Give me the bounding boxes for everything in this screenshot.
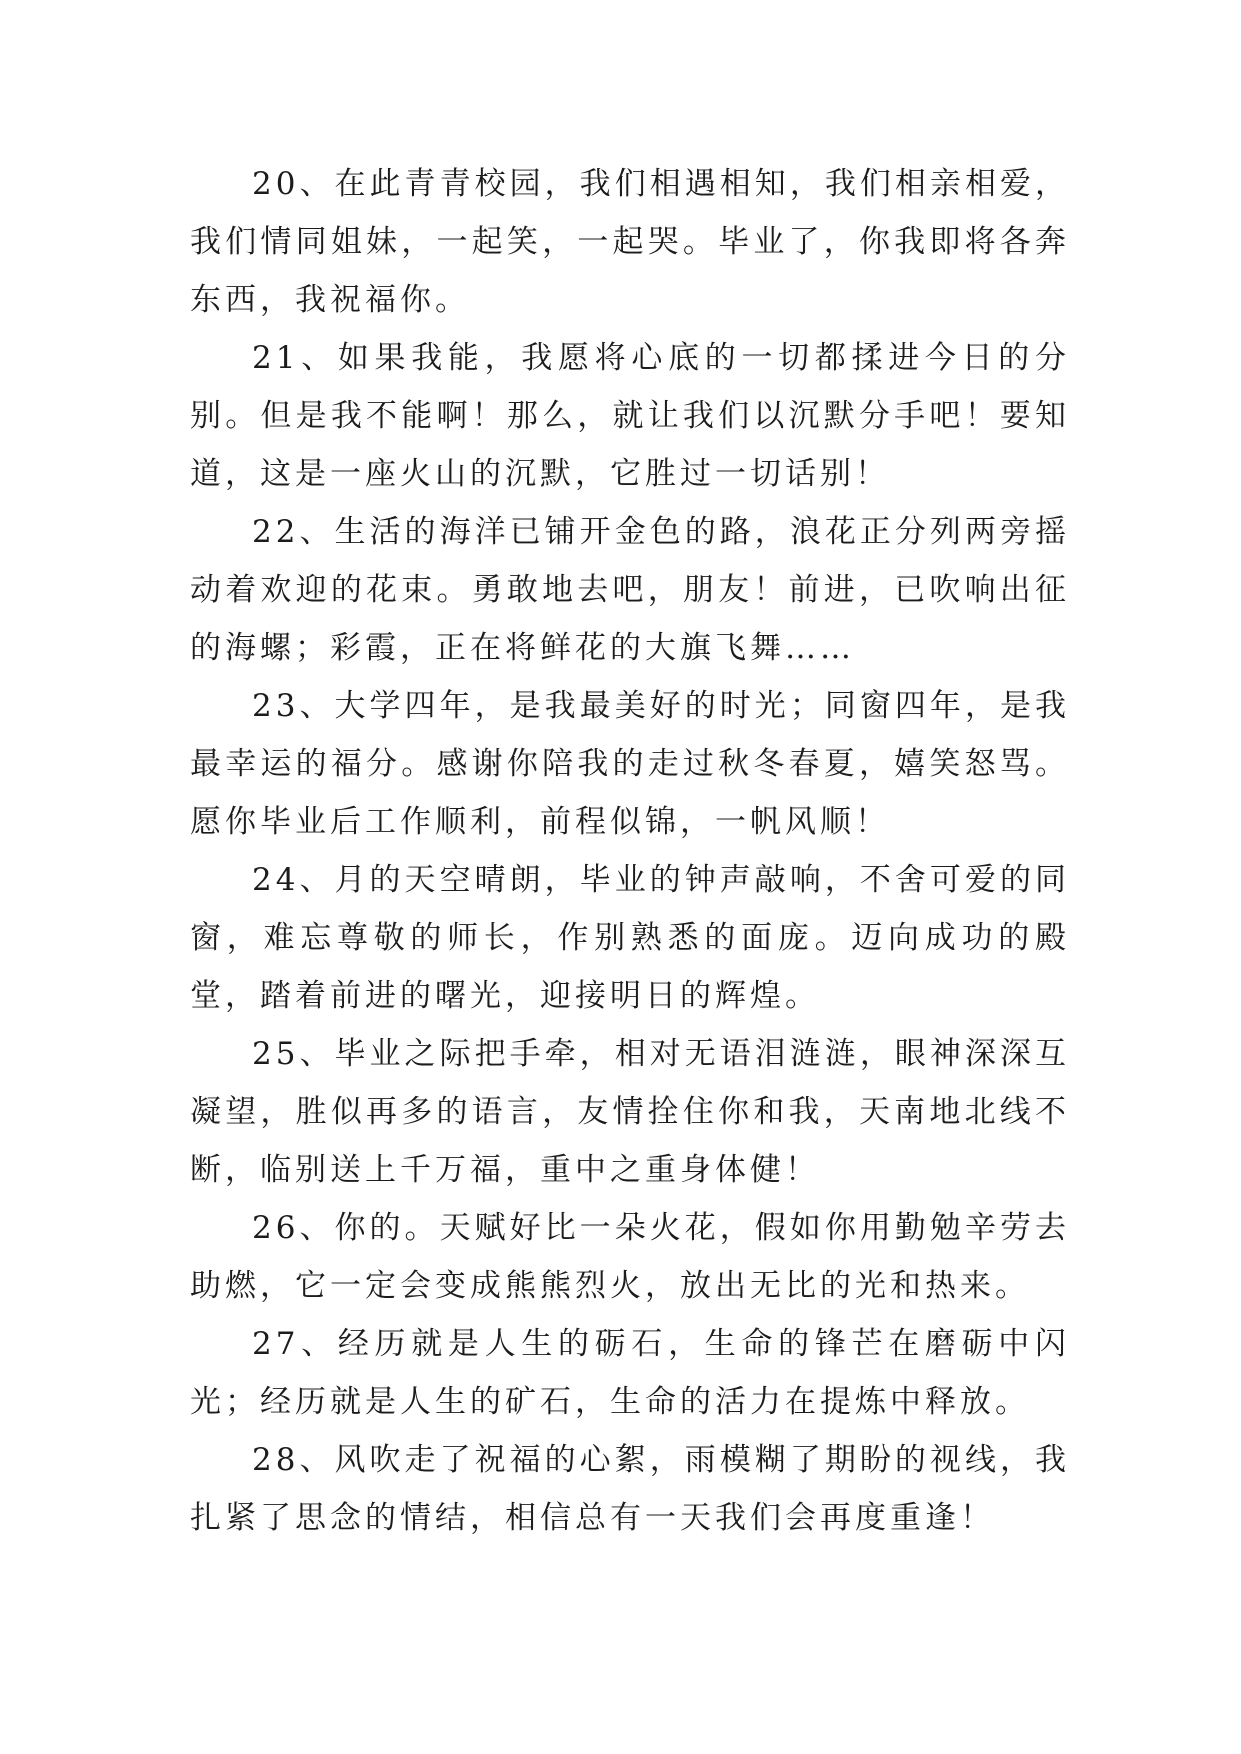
paragraph-23: 23、大学四年，是我最美好的时光；同窗四年，是我最幸运的福分。感谢你陪我的走过秋冬春夏，嬉笑怒骂。愿你毕业后工作顺利，前程似锦，一帆风顺！ xyxy=(190,688,1070,840)
paragraph-22: 22、生活的海洋已铺开金色的路，浪花正分列两旁摇动着欢迎的花束。勇敢地去吧，朋友！前进，已吹响出征的海螺；彩霞，正在将鲜花的大旗飞舞…… xyxy=(190,514,1070,666)
paragraph-25: 25、毕业之际把手牵，相对无语泪涟涟，眼神深深互凝望，胜似再多的语言，友情拴住你和我，天南地北线不断，临别送上千万福，重中之重身体健！ xyxy=(190,1036,1070,1188)
paragraph-21: 21、如果我能，我愿将心底的一切都揉进今日的分别。但是我不能啊！那么，就让我们以沉默分手吧！要知道，这是一座火山的沉默，它胜过一切话别！ xyxy=(190,340,1070,492)
paragraph-27: 27、经历就是人生的砺石，生命的锋芒在磨砺中闪光；经历就是人生的矿石，生命的活力在提炼中释放。 xyxy=(190,1326,1070,1420)
paragraph-28: 28、风吹走了祝福的心絮，雨模糊了期盼的视线，我扎紧了思念的情结，相信总有一天我们会再度重逢！ xyxy=(190,1442,1070,1536)
document-body xyxy=(190,155,1070,1547)
paragraph-24: 24、月的天空晴朗，毕业的钟声敲响，不舍可爱的同窗，难忘尊敬的师长，作别熟悉的面庞。迈向成功的殿堂，踏着前进的曙光，迎接明日的辉煌。 xyxy=(190,862,1070,1014)
paragraph-20: 20、在此青青校园，我们相遇相知，我们相亲相爱，我们情同姐妹，一起笑，一起哭。毕业了，你我即将各奔东西，我祝福你。 xyxy=(190,166,1070,318)
paragraph-26: 26、你的。天赋好比一朵火花，假如你用勤勉辛劳去助燃，它一定会变成熊熊烈火，放出无比的光和热来。 xyxy=(190,1210,1070,1304)
